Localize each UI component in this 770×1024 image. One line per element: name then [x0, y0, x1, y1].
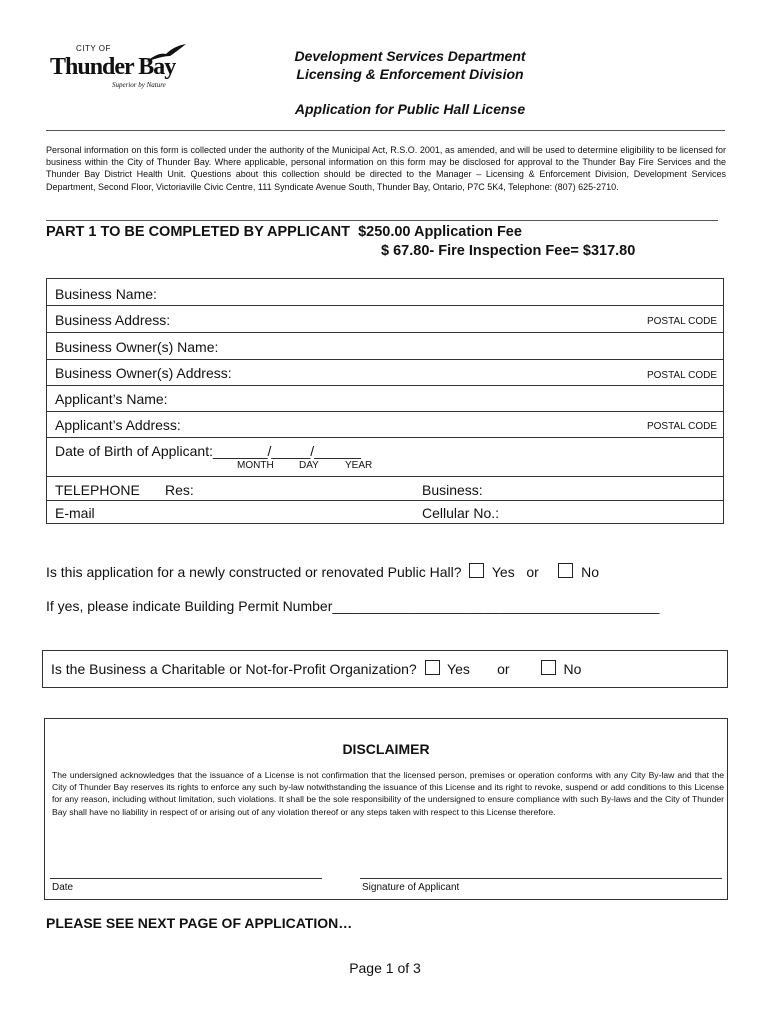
application-fee: $250.00 Application Fee — [358, 224, 522, 240]
business-address-row[interactable] — [47, 306, 723, 332]
postal-code-label: POSTAL CODE — [646, 316, 717, 327]
charitable-or-label: or — [497, 661, 510, 677]
res-label: Res: — [165, 482, 194, 498]
charitable-question-text: Is the Business a Charitable or Not-for-Profit Organization? — [51, 661, 417, 677]
next-page-notice: PLEASE SEE NEXT PAGE OF APPLICATION… — [46, 915, 353, 931]
signature-label: Signature of Applicant — [362, 882, 460, 893]
telephone-label: TELEPHONE — [55, 482, 140, 498]
owner-name-label: Business Owner(s) Name: — [55, 339, 219, 355]
applicant-info-box — [46, 278, 724, 524]
part1-title: PART 1 TO BE COMPLETED BY APPLICANT — [46, 224, 350, 240]
day-label: DAY — [299, 460, 319, 471]
owner-address-label: Business Owner(s) Address: — [55, 365, 232, 381]
email-label: E-mail — [55, 505, 95, 521]
business-name-label: Business Name: — [55, 286, 157, 302]
disclaimer-title: DISCLAIMER — [342, 741, 430, 757]
applicant-address-label: Applicant’s Address: — [55, 417, 181, 433]
charitable-yes-checkbox[interactable] — [425, 660, 440, 675]
charitable-question — [51, 660, 581, 677]
dob-label: Date of Birth of Applicant:_______/_____/______ — [55, 443, 361, 459]
logo-city-of: CITY OF — [76, 44, 111, 53]
applicant-name-label: Applicant’s Name: — [55, 391, 168, 407]
inspection-fee: $ 67.80- Fire Inspection Fee= $317.80 — [381, 243, 636, 259]
dob-row[interactable] — [47, 438, 723, 476]
cellular-label: Cellular No.: — [422, 505, 500, 521]
notice-divider — [46, 220, 718, 221]
disclaimer-text: The undersigned acknowledges that the issuance of a License is not confirmation that the licensed person, premises or operation conforms with any City By-law and that the City of Thunder Bay reserves its rights to enforce any such by-law notwithstanding the issuance of this License and its right to revoke, suspend or add conditions to this License for any reason, including without limitation, such violations. It shall be the sole responsibility of the undersigned to ensure compliance with such By-laws and the City of Thunder Bay shall have no liability in respect of or arising out of any violation thereof or any steps taken with respect to this License therefore. — [52, 770, 724, 817]
form-title: Application for Public Hall License — [294, 101, 526, 117]
new-hall-yes-label: Yes — [491, 564, 515, 580]
charitable-no-checkbox[interactable] — [541, 660, 556, 675]
new-hall-question — [46, 563, 599, 580]
header-divider — [46, 130, 725, 131]
signature-line[interactable] — [360, 878, 722, 879]
new-hall-question-text: Is this application for a newly constructed or renovated Public Hall? — [46, 564, 462, 580]
owner-address-row[interactable] — [47, 360, 723, 386]
city-logo — [48, 42, 188, 94]
new-hall-or-label: or — [526, 564, 539, 580]
privacy-notice: Personal information on this form is collected under the authority of the Municipal Act, R.S.O. 2001, as amended, and will be used to determine eligibility to be licensed for business within the City of Thunder Bay. Where applicable, personal information on this form may be disclosed for approval to the Thunder Bay Fire Services and the Thunder Bay District Health Unit. Questions about this collection should be directed to the Manager – Licensing & Enforcement Division, Development Services Department, Second Floor, Victoriaville Civic Centre, 111 Syndicate Avenue South, Thunder Bay, Ontario, P7C 5K4, Telephone: (807) 625-2710. — [46, 145, 726, 192]
charitable-box — [42, 650, 728, 688]
charitable-no-label: No — [563, 661, 582, 677]
department-heading: Development Services Department — [294, 48, 526, 64]
applicant-address-row[interactable] — [47, 412, 723, 438]
division-heading: Licensing & Enforcement Division — [296, 66, 524, 82]
new-hall-no-checkbox[interactable] — [558, 563, 573, 578]
year-label: YEAR — [345, 460, 373, 471]
part1-heading — [46, 224, 522, 240]
date-line[interactable] — [50, 878, 322, 879]
telephone-row[interactable] — [47, 477, 723, 500]
new-hall-no-label: No — [581, 564, 599, 580]
postal-code-label: POSTAL CODE — [646, 370, 717, 381]
logo-name: Thunder Bay — [50, 54, 176, 80]
building-permit-field[interactable]: If yes, please indicate Building Permit Number__________________________________________ — [46, 598, 660, 614]
business-name-row[interactable] — [47, 279, 723, 305]
email-row[interactable] — [47, 501, 723, 523]
page-number: Page 1 of 3 — [349, 960, 421, 976]
logo-tagline: Superior by Nature — [112, 81, 166, 89]
date-label: Date — [52, 882, 74, 893]
business-phone-label: Business: — [422, 482, 483, 498]
owner-name-row[interactable] — [47, 333, 723, 359]
charitable-yes-label: Yes — [447, 661, 470, 677]
business-address-label: Business Address: — [55, 312, 171, 328]
new-hall-yes-checkbox[interactable] — [469, 563, 484, 578]
postal-code-label: POSTAL CODE — [646, 421, 717, 432]
applicant-name-row[interactable] — [47, 386, 723, 412]
month-label: MONTH — [237, 460, 274, 471]
